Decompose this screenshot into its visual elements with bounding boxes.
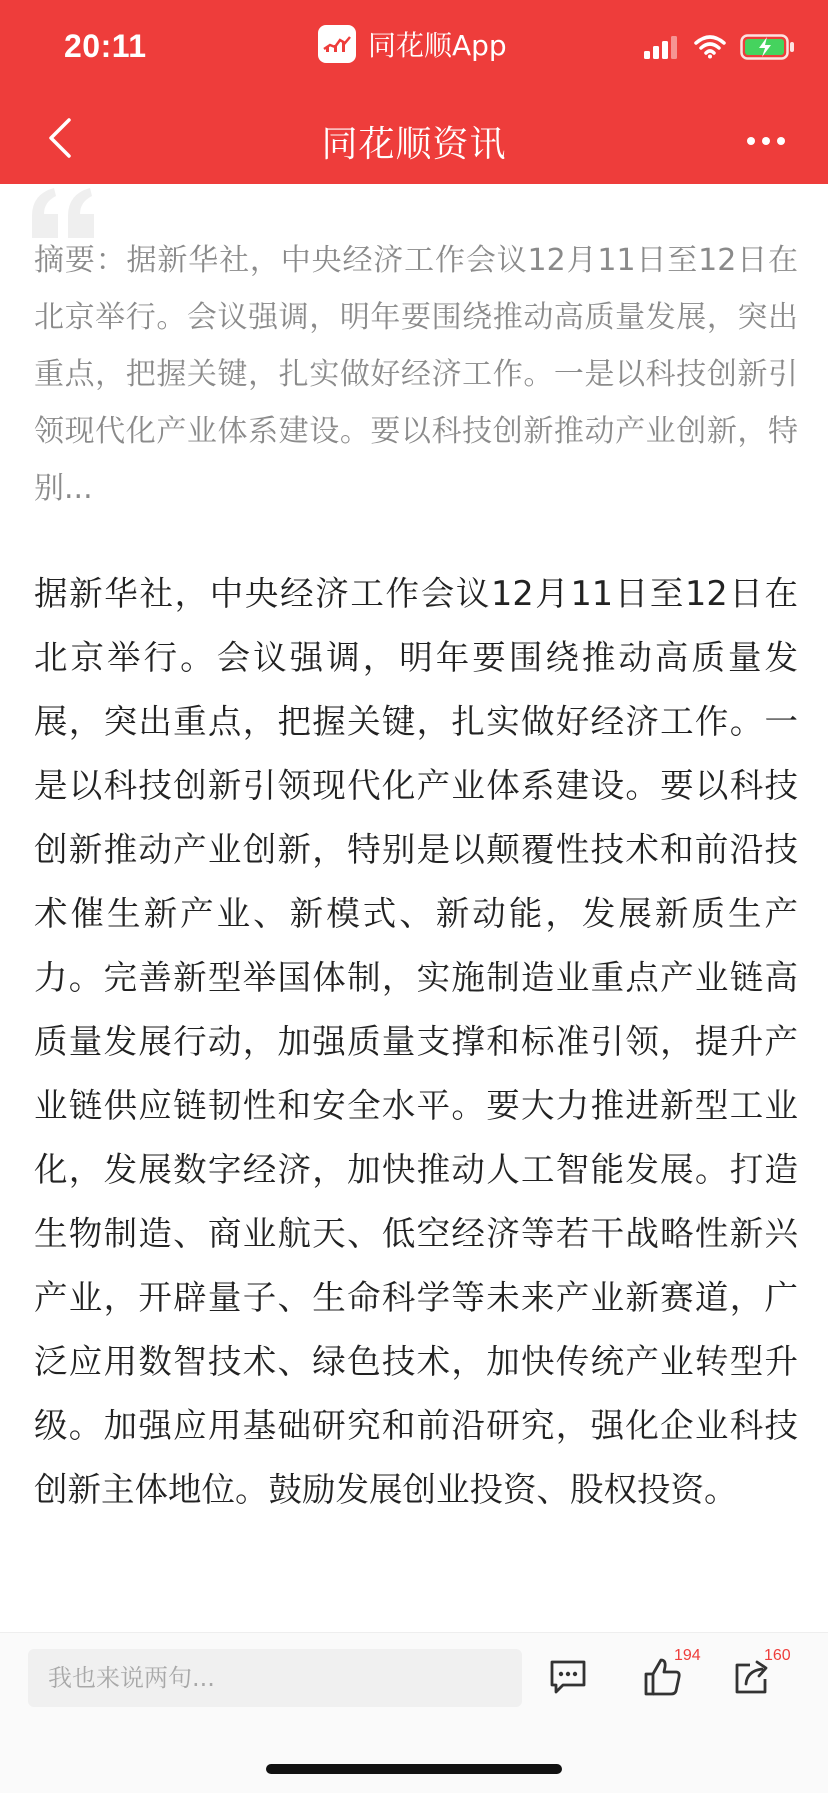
- comment-icon: [548, 1659, 588, 1699]
- battery-charging-icon: [740, 34, 796, 64]
- like-count: 194: [674, 1647, 701, 1664]
- status-icons: [644, 34, 796, 64]
- status-app-name: 同花顺App: [368, 29, 507, 62]
- comment-button[interactable]: [538, 1649, 598, 1709]
- more-button[interactable]: [738, 122, 794, 158]
- article-body: 据新华社，中央经济工作会议12月11日至12日在北京举行。会议强调，明年要围绕推动高质量发展，突出重点，把握关键，扎实做好经济工作。一是以科技创新引领现代化产业体系建设。要以科技创新推动产业创新，特别是以颠覆性技术和前沿技术催生新产业、新模式、新动能，发展新质生产力。完善新型举国体制，实施制造业重点产业链高质量发展行动，加强质量支撑和标准引领，提升产业链供应链韧性和安全水平。要大力推进新型工业化，发展数字经济，加快推动人工智能发展。打造生物制造、商业航天、低空经济等若干战略性新兴产业，开辟量子、生命科学等未来产业新赛道，广泛应用数智技术、绿色技术，加快传统产业转型升级。加强应用基础研究和前沿研究，强化企业科技创新主体地位。鼓励发展创业投资、股权投资。: [34, 574, 798, 1509]
- status-app-indicator[interactable]: [318, 24, 507, 64]
- share-count: 160: [764, 1647, 791, 1664]
- status-time: 20:11: [64, 28, 147, 64]
- more-horizontal-icon: [746, 131, 786, 150]
- app-logo-icon: [318, 25, 356, 63]
- home-indicator[interactable]: [266, 1764, 562, 1774]
- bottom-action-bar: [0, 1632, 828, 1793]
- comment-input[interactable]: 我也来说两句...: [28, 1649, 522, 1707]
- signal-icon: [644, 35, 680, 63]
- page-title: 同花顺资讯: [321, 124, 507, 165]
- nav-bar: [0, 96, 828, 184]
- article-summary: 摘要：据新华社，中央经济工作会议12月11日至12日在北京举行。会议强调，明年要围绕推动高质量发展，突出重点，把握关键，扎实做好经济工作。一是以科技创新引领现代化产业体系建设。要以科技创新推动产业创新，特别...: [34, 243, 798, 506]
- wifi-icon: [694, 35, 726, 63]
- like-button[interactable]: [632, 1647, 701, 1709]
- status-bar: [0, 0, 828, 96]
- share-button[interactable]: [722, 1647, 791, 1709]
